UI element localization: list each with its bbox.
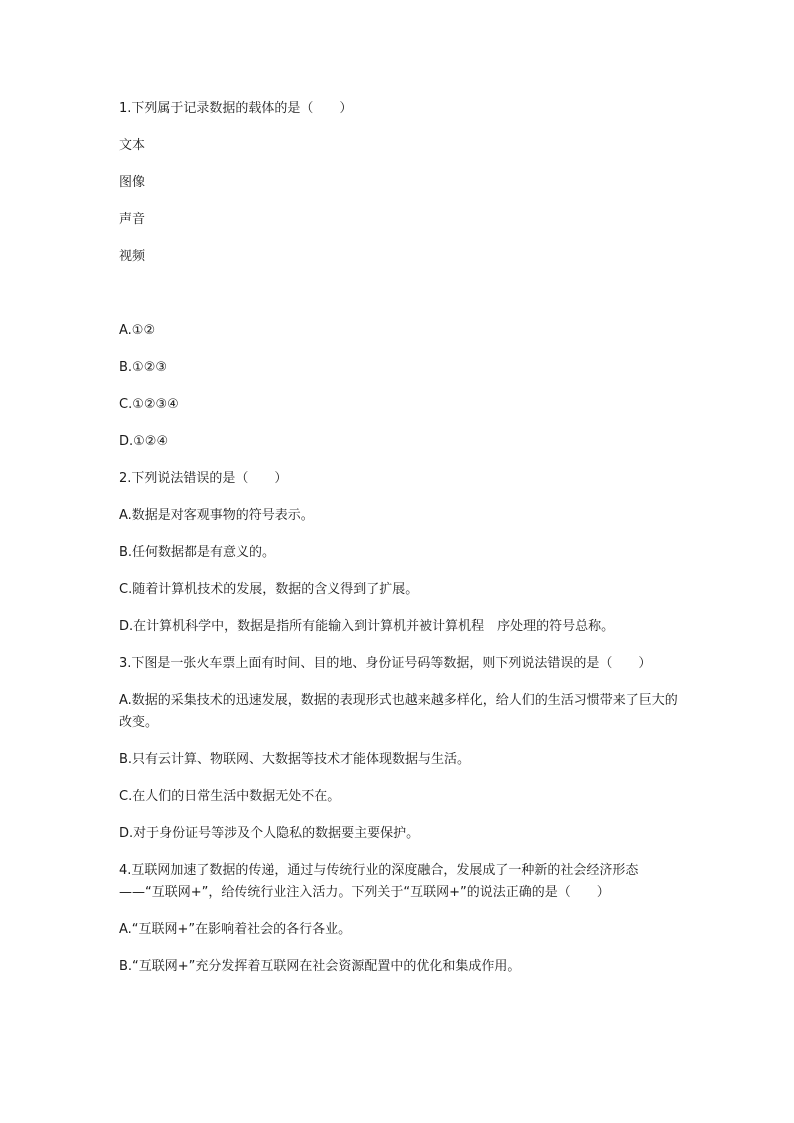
question-2-option-b: B.任何数据都是有意义的。 bbox=[119, 545, 276, 560]
question-4-option-b: B.“互联网+”充分发挥着互联网在社会资源配置中的优化和集成作用。 bbox=[119, 959, 521, 974]
question-3-stem: 3.下图是一张火车票上面有时间、目的地、身份证号码等数据，则下列说法错误的是（ ） bbox=[119, 656, 652, 671]
question-1-item-1: 文本 bbox=[119, 138, 146, 153]
question-1-option-c: C.①②③④ bbox=[119, 397, 179, 412]
question-2-stem: 2.下列说法错误的是（ ） bbox=[119, 471, 288, 486]
question-1-option-d: D.①②④ bbox=[119, 434, 169, 449]
question-3-option-b: B.只有云计算、物联网、大数据等技术才能体现数据与生活。 bbox=[119, 752, 471, 767]
question-2 bbox=[119, 468, 679, 638]
question-3-option-c: C.在人们的日常生活中数据无处不在。 bbox=[119, 789, 341, 804]
spacer bbox=[119, 283, 679, 320]
document-page bbox=[119, 98, 679, 993]
question-3-option-d: D.对于身份证号等涉及个人隐私的数据要主要保护。 bbox=[119, 826, 420, 841]
question-1-stem: 1.下列属于记录数据的载体的是（ ） bbox=[119, 101, 353, 116]
question-1-item-4: 视频 bbox=[119, 249, 146, 264]
question-1-option-b: B.①②③ bbox=[119, 360, 168, 375]
question-1-item-2: 图像 bbox=[119, 175, 146, 190]
question-4-option-a: A.“互联网+”在影响着社会的各行各业。 bbox=[119, 922, 352, 937]
question-2-option-d: D.在计算机科学中，数据是指所有能输入到计算机并被计算机程 序处理的符号总称。 bbox=[119, 619, 615, 634]
question-1-item-3: 声音 bbox=[119, 212, 146, 227]
question-1-option-a: A.①② bbox=[119, 323, 156, 338]
question-2-option-c: C.随着计算机技术的发展，数据的含义得到了扩展。 bbox=[119, 582, 419, 597]
question-4-stem: 4.互联网加速了数据的传递，通过与传统行业的深度融合，发展成了一种新的社会经济形态——“互联网+”，给传统行业注入活力。下列关于“互联网+”的说法正确的是（ ） bbox=[119, 863, 639, 900]
question-1 bbox=[119, 98, 679, 453]
question-4 bbox=[119, 860, 679, 978]
question-3 bbox=[119, 653, 679, 845]
question-3-option-a: A.数据的采集技术的迅速发展，数据的表现形式也越来越多样化，给人们的生活习惯带来了巨大的改变。 bbox=[119, 693, 678, 730]
question-2-option-a: A.数据是对客观事物的符号表示。 bbox=[119, 508, 314, 523]
